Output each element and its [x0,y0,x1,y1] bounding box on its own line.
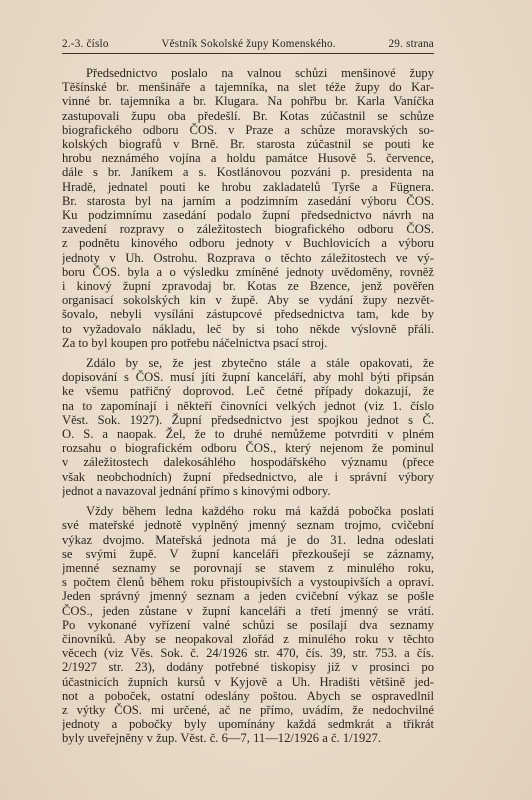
text-line: dopisování s ČOS. musí jíti župní kanceláří, aby mohl býti připsán [62,370,434,385]
text-line: své mateřské jednotě vyplněný jmenný seznam trojmo, cvičební [62,518,434,533]
text-line: v záležitostech dalekosáhlého hospodářského významu (přece [62,455,434,470]
header-rule [62,53,434,54]
text-line: rozsahu o biografickém odboru ČOS., který nejenom že pominul [62,441,434,456]
text-line: Ku podzimnímu zasedání podalo župní předsednictvo návrh na [62,208,434,223]
text-line: z výtky ČOS. mi určené, ač ne přímo, uvádím, že nedochvilné [62,702,434,717]
text-line: to vyžadovalo nákladu, leč by si toho někde výslovně přáli. [62,321,434,336]
text-line: kolských biografů v Brně. Br. starosta zúčastnil se pouti ke [62,137,434,152]
text-line: 2/1927 str. 23), dodány potřebné tiskopisy již v prosinci po [62,660,434,675]
text-line: Zdálo by se, že jest zbytečno stále a stále opakovati, že [86,356,434,371]
text-line: i kinový župní zpravodaj br. Kotas ze Bzence, jenž pověřen [62,279,434,294]
text-line: z podnětu kinového odboru jednoty v Buchlovicích a výboru [62,236,434,251]
running-header [62,38,434,50]
text-line: výkaz dvojmo. Mateřská jednota má je do 31. ledna odeslati [62,532,434,547]
text-line: ČOS., jeden zůstane v župní kanceláři a třetí jmenný se vrátí. [62,603,434,618]
text-line: jmenné seznamy se porovnají se stavem z minulého roku, [62,560,434,575]
text-line: dále s br. Janíkem a s. Kostlánovou pozváni p. presidenta na [62,165,434,180]
text-line: byly uveřejněny v žup. Věst. č. 6—7, 11—12/1926 a č. 1/1927. [62,731,381,746]
text-line: však neobchodních) župní předsednictvo, ale i správní výbory [62,469,434,484]
text-line: šovalo, nebyli vysíláni zástupcové předsednictva tam, kde by [62,307,434,322]
text-line: činovníků. Aby se neopakoval zlořád z minulého roku v těchto [62,631,434,646]
text-line: se svými župě. V župní kanceláři přezkoušejí se záznamy, [62,546,434,561]
text-line: na to zapomínají i někteří činovníci velkých jednot (viz 1. číslo [62,398,434,413]
text-line: jednoty v Uh. Ostrohu. Rozprava o těchto záležitostech ve vý- [62,250,434,265]
text-line: zavedení rozpravy o záležitostech biografického odboru ČOS. [62,222,434,237]
text-line: not a poboček, ostatní odeslány poštou. Abych se ospravedlnil [62,688,434,703]
text-line: Po vykonané vyřízení valné schůzi se posílají dva seznamy [62,617,434,632]
text-line: účastnicích župních kursů v Kyjově a Uh. Hradišti většině jed- [62,674,434,689]
text-line: Br. starosta byl na jarním a podzimním zasedání výboru ČOS. [62,193,434,208]
text-line: Předsednictvo poslalo na valnou schůzi menšinové župy [86,66,434,80]
text-line: jednot a navazoval jednání přímo s kinovými odbory. [62,483,331,498]
text-line: Vždy během ledna každého roku má každá pobočka poslati [86,504,434,519]
text-line: O. S. a naopak. Žel, že to druhé nemůžeme potvrditi v plném [62,427,434,442]
journal-title: Věstník Sokolské župy Komenského. [161,38,336,50]
text-line: s počtem členů během roku přistoupivších a vystoupivších a opraví. [62,575,434,590]
text-line: hrobu neznámého vojína a holdu památce Husově 5. července, [62,151,434,166]
paragraph-1 [62,66,434,350]
text-line: ke všemu patřičný doprovod. Leč četné případy dokazují, že [62,384,434,399]
page-number: 29. strana [388,38,434,50]
text-line: jednoty a pobočky byly upomínány každá sedmkrát a třikrát [62,717,434,732]
text-line: Těšínské br. menšináře a tajemníka, na slet téže župy do Kar- [62,80,434,95]
issue-number: 2.-3. číslo [62,38,109,50]
text-line: boru ČOS. byla a o výsledku zmíněné jednoty uvědoměny, rovněž [62,264,434,279]
text-line: Jeden správný jmenný seznam a jeden cvičební výkaz se pošle [62,589,434,604]
text-line: Za to byl koupen pro potřebu náčelnictva psací stroj. [62,335,328,350]
text-line: organisací sokolských kin v župě. Aby se vydání župy nezvět- [62,293,434,308]
paragraph-3 [62,504,434,745]
paragraph-2 [62,356,434,498]
text-line: vinné br. tajemníka a br. Klugara. Na pohřbu br. Karla Vaníčka [62,94,434,109]
body-text [62,66,434,746]
text-line: věcech (viz Věs. Sok. č. 24/1926 str. 470, čís. 39, str. 753. a čís. [62,646,434,661]
text-line: Hradě, jednatel pouti ke hrobu zakladatelů Tyrše a Fügnera. [62,179,434,194]
text-line: Věst. Sok. 1927). Župní předsednictvo jest spojkou jednot s Č. [62,412,434,427]
text-line: zastupovali župu oba předešlí. Br. Kotas zúčastnil se schůze [62,108,434,123]
text-line: biografického odboru ČOS. v Praze a schůze moravských so- [62,122,434,137]
